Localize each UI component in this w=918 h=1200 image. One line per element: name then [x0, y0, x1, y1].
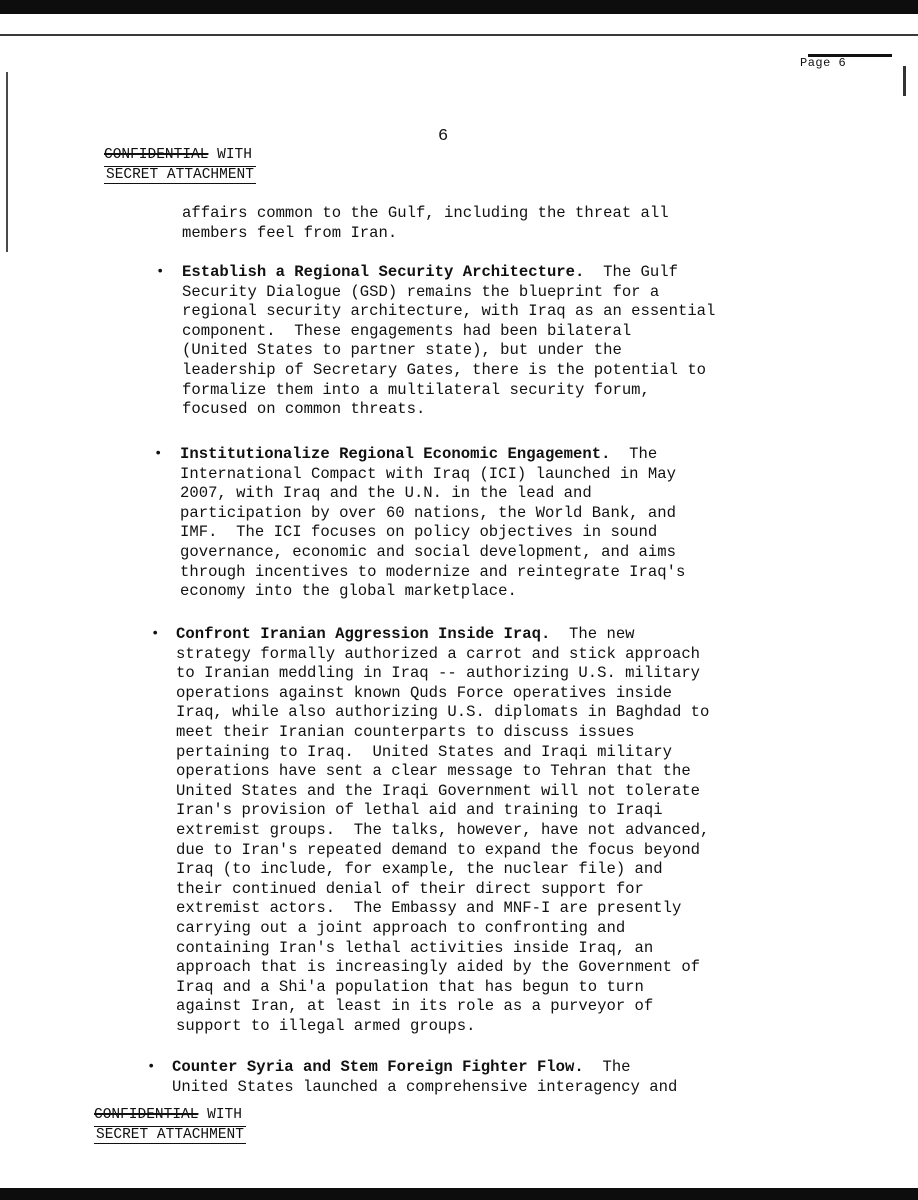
bullet-line: approach that is increasingly aided by the Government of [176, 958, 701, 977]
bullet-line: participation by over 60 nations, the World Bank, and [180, 503, 676, 522]
scan-bottom-band [0, 1188, 918, 1200]
bullet-line: carrying out a joint approach to confronting and [176, 919, 626, 937]
bullet-line: economy into the global marketplace. [180, 582, 517, 601]
bullet-marker: • [154, 446, 163, 462]
bullet-marker: • [147, 1059, 156, 1075]
bullet-marker: • [156, 264, 165, 280]
bullet-heading: Establish a Regional Security Architecture. [182, 263, 585, 281]
bullet-line: support to illegal armed groups. [176, 1017, 476, 1035]
bullet-line: leadership of Secretary Gates, there is the potential to [182, 361, 707, 379]
bullet-line: governance, economic and social development, and aims [180, 543, 676, 561]
bullet-line: to Iranian meddling in Iraq -- authorizing U.S. military [176, 664, 701, 683]
bullet-line: operations have sent a clear message to Tehran that the [176, 762, 691, 781]
classification-with: WITH [208, 147, 252, 163]
bullet-marker: • [151, 626, 160, 642]
bullet-first-line: Establish a Regional Security Architecture. The Gulf [182, 263, 678, 281]
bullet-line: operations against known Quds Force operatives inside [176, 683, 672, 702]
bullet-line: 2007, with Iraq and the U.N. in the lead and [180, 484, 592, 503]
bullet-line: Iraq (to include, for example, the nuclear file) and [176, 860, 663, 879]
bullet-line: International Compact with Iraq (ICI) launched in May [180, 464, 676, 483]
page-number: 6 [438, 127, 449, 146]
classification-struck: CONFIDENTIAL [104, 147, 209, 163]
bullet-first-line: Counter Syria and Stem Foreign Fighter Flow. The [172, 1058, 631, 1076]
bullet-line: Iran's provision of lethal aid and training to Iraqi [176, 801, 663, 820]
bullet-heading: Counter Syria and Stem Foreign Fighter Flow. [172, 1058, 584, 1076]
classification-secret: SECRET ATTACHMENT [96, 1127, 244, 1143]
continuation-line: affairs common to the Gulf, including the threat all [182, 204, 669, 222]
bullet-line: (United States to partner state), but under the [182, 341, 622, 360]
bullet-line: extremist groups. The talks, however, have not advanced, [176, 821, 710, 839]
bullet-line: United States and the Iraqi Government will not tolerate [176, 781, 701, 800]
bullet-line: Iraq and a Shi'a population that has begun to turn [176, 977, 644, 996]
bullet-line: regional security architecture, with Iraq as an essential [182, 302, 716, 321]
classification-header [104, 145, 256, 185]
scan-top-band [0, 0, 918, 14]
bullet-line: formalize them into a multilateral security forum, [182, 380, 650, 399]
bullet-line: their continued denial of their direct support for [176, 879, 644, 898]
bullet-line: through incentives to modernize and reintegrate Iraq's [180, 562, 686, 581]
bullet-first-line: Institutionalize Regional Economic Engagement. The [180, 445, 658, 463]
bullet-line: component. These engagements had been bilateral [182, 321, 632, 340]
bullet-heading: Institutionalize Regional Economic Engagement. [180, 445, 611, 463]
bullet-line: Security Dialogue (GSD) remains the blueprint for a [182, 282, 660, 301]
bullet-line: strategy formally authorized a carrot and stick approach [176, 644, 701, 663]
classification-with: WITH [198, 1107, 242, 1123]
classification-footer [94, 1105, 246, 1145]
bullet-line: meet their Iranian counterparts to discuss issues [176, 723, 635, 741]
bullet-heading: Confront Iranian Aggression Inside Iraq. [176, 625, 551, 643]
bullet-line: due to Iran's repeated demand to expand the focus beyond [176, 840, 701, 859]
bullet-first-line: Confront Iranian Aggression Inside Iraq. The new [176, 625, 635, 643]
classification-secret: SECRET ATTACHMENT [106, 167, 254, 183]
classification-struck: CONFIDENTIAL [94, 1107, 199, 1123]
scan-right-mark [903, 66, 906, 96]
bullet-line: extremist actors. The Embassy and MNF-I are presently [176, 899, 682, 918]
bullet-line: containing Iran's lethal activities inside Iraq, an [176, 938, 654, 957]
bullet-line: Iraq, while also authorizing U.S. diplomats in Baghdad to [176, 703, 710, 722]
continuation-line: members feel from Iran. [182, 223, 398, 242]
bullet-line: against Iran, at least in its role as a purveyor of [176, 997, 654, 1016]
bullet-line: IMF. The ICI focuses on policy objectives in sound [180, 523, 658, 542]
bullet-line: pertaining to Iraq. United States and Iraqi military [176, 742, 672, 761]
bullet-line: focused on common threats. [182, 400, 426, 419]
fax-header-rule [0, 34, 918, 36]
bullet-line: United States launched a comprehensive interagency and [172, 1077, 678, 1096]
scan-left-mark [6, 72, 8, 252]
fax-page-label: Page 6 [800, 56, 847, 70]
